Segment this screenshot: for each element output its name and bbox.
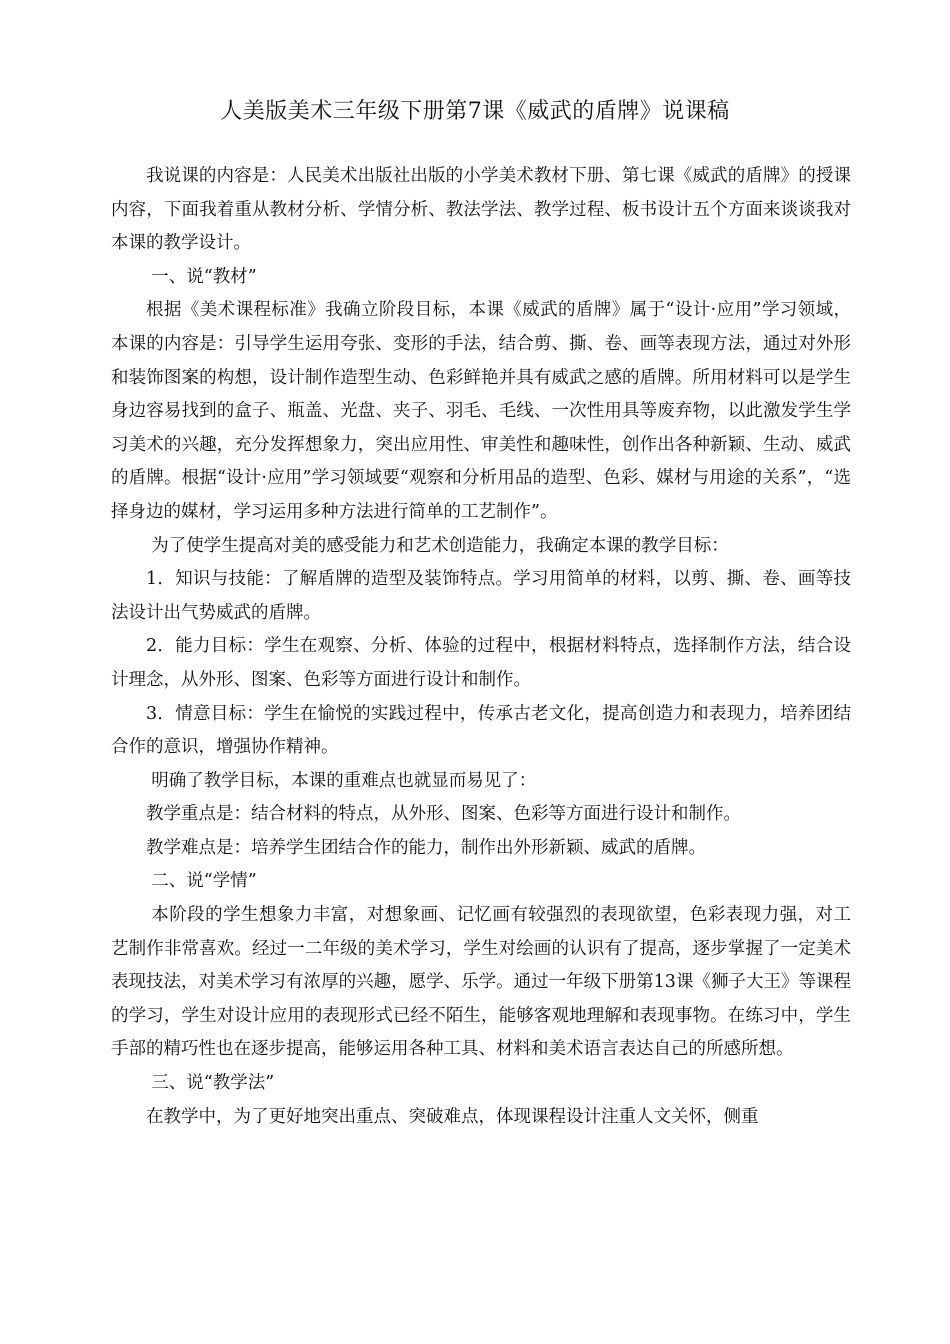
section-heading-methods: 三、说“教学法” <box>151 1073 275 1094</box>
paragraph-textbook: 根据《美术课程标准》我确立阶段目标，本课《威武的盾牌》属于“设计·应用”学习领域，本课的内容是：引导学生运用夸张、变形的手法，结合剪、撕、卷、画等表现方法，通过对外形和装饰图案的构想，设计制作造型生动、色彩鲜艳并具有威武之感的盾牌。所用材料可以是学生身边容易找到的盒子、瓶盖、光盘、夹子、羽毛、毛线、一次性用具等废弃物，以此激发学生学习美术的兴趣，充分发挥想象力，突出应用性、审美性和趣味性，创作出各种新颖、生动、威武的盾牌。根据“设计·应用”学习领域要“观察和分析用品的造型、色彩、媒材与用途的关系”，“选择身边的媒材，学习运用多种方法进行简单的工艺制作”。 <box>111 300 851 522</box>
document-body <box>111 160 851 1134</box>
paragraph-goal-emotion: 3．情意目标：学生在愉悦的实践过程中，传承古老文化，提高创造力和表现力，培养团结合作的意识，增强协作精神。 <box>111 703 851 758</box>
paragraph-methods: 在教学中，为了更好地突出重点、突破难点，体现课程设计注重人文关怀，侧重 <box>146 1106 759 1127</box>
section-heading-textbook: 一、说“教材” <box>151 266 257 287</box>
paragraph-goal-knowledge: 1．知识与技能：了解盾牌的造型及装饰特点。学习用简单的材料，以剪、撕、卷、画等技法设计出气势威武的盾牌。 <box>111 569 851 623</box>
paragraph-key-point: 教学重点是：结合材料的特点，从外形、图案、色彩等方面进行设计和制作。 <box>146 804 741 825</box>
paragraph-goals-intro: 为了使学生提高对美的感受能力和艺术创造能力，我确定本课的教学目标： <box>151 535 729 556</box>
paragraph-goal-ability: 2．能力目标：学生在观察、分析、体验的过程中，根据材料特点，选择制作方法，结合设计理念，从外形、图案、色彩等方面进行设计和制作。 <box>111 636 851 690</box>
paragraph-difficult-point: 教学难点是：培养学生团结合作的能力，制作出外形新颖、威武的盾牌。 <box>146 837 706 858</box>
paragraph-key-points-intro: 明确了教学目标，本课的重难点也就显而易见了： <box>151 770 537 791</box>
document-title: 人美版美术三年级下册第7课《威武的盾牌》说课稿 <box>220 99 730 124</box>
section-heading-learners: 二、说“学情” <box>151 871 257 892</box>
paragraph-intro: 我说课的内容是：人民美术出版社出版的小学美术教材下册、第七课《威武的盾牌》的授课内容，下面我着重从教材分析、学情分析、教法学法、教学过程、板书设计五个方面来谈谈我对本课的教学设计。 <box>111 166 851 254</box>
paragraph-learners: 本阶段的学生想象力丰富，对想象画、记忆画有较强烈的表现欲望，色彩表现力强，对工艺制作非常喜欢。经过一二年级的美术学习，学生对绘画的认识有了提高，逐步掌握了一定美术表现技法，对美术学习有浓厚的兴趣，愿学、乐学。通过一年级下册第13课《狮子大王》等课程的学习，学生对设计应用的表现形式已经不陌生，能够客观地理解和表现事物。在练习中，学生手部的精巧性也在逐步提高，能够运用各种工具、材料和美术语言表达自己的所感所想。 <box>111 905 851 1060</box>
